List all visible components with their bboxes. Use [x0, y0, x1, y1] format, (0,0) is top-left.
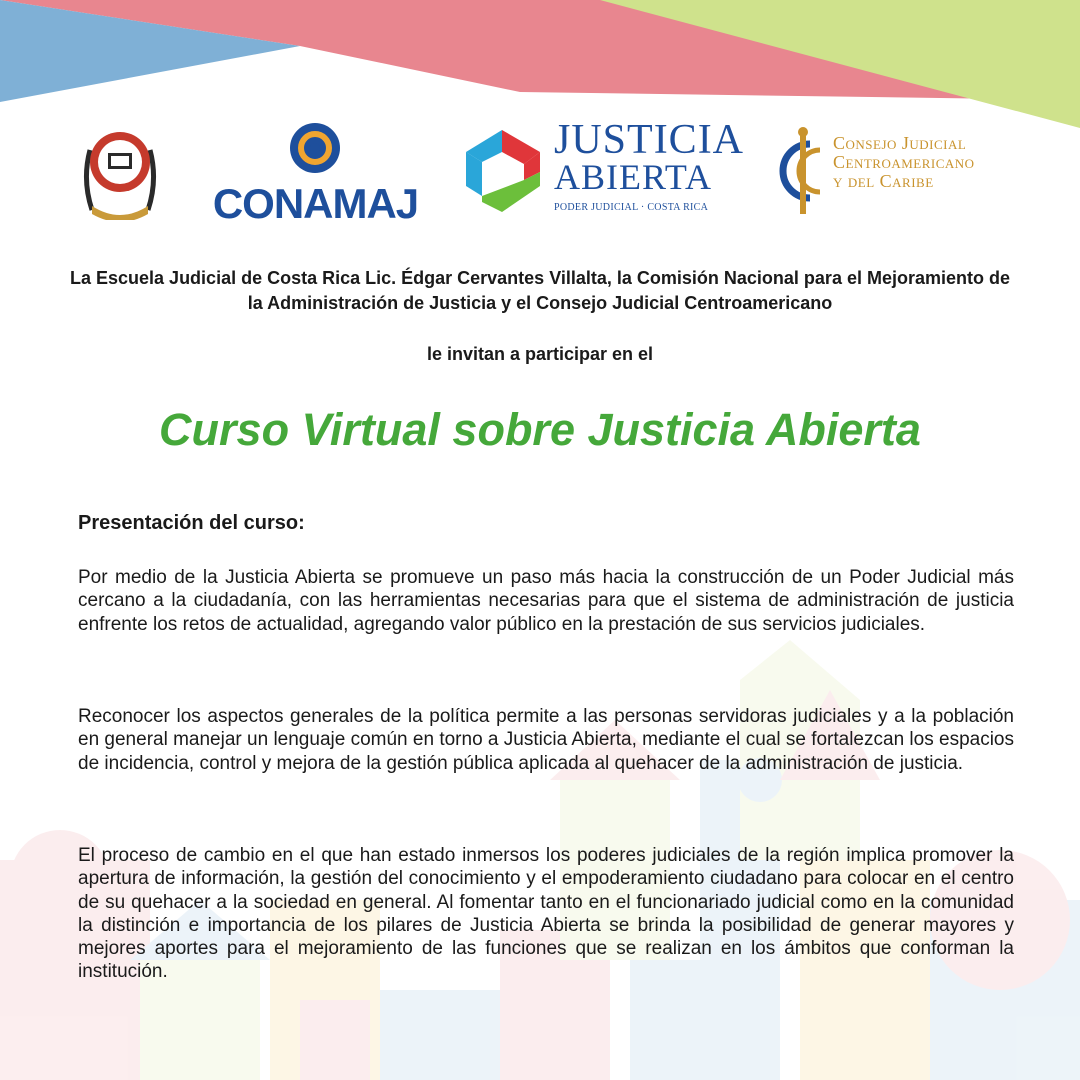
justicia-wordmark: JUSTICIA: [554, 117, 745, 163]
consejo-line-3: y del Caribe: [833, 171, 934, 191]
course-title: Curso Virtual sobre Justicia Abierta: [159, 404, 921, 455]
escuela-judicial-seal-logo: [82, 120, 158, 220]
paragraph-1: Por medio de la Justicia Abierta se promueve un paso más hacia la construcción de un Poder Judicial más cercano a la ciudadanía, con las herramientas necesarias para que el sistema de administración de justicia enfrente los retos de actualidad, agregando valor público en la prestación de sus servicios judiciales.: [78, 567, 1014, 635]
section-heading: Presentación del curso:: [78, 512, 305, 534]
conamaj-wordmark: CONAMAJ: [212, 180, 419, 227]
intro-text: La Escuela Judicial de Costa Rica Lic. Édgar Cervantes Villalta, la Comisión Nacional para el Mejoramiento de la Administración de Justicia y el Consejo Judicial Centroamericano: [70, 268, 1010, 313]
consejo-line-2: Centroamericano: [833, 152, 975, 172]
consejo-judicial-logo: [776, 124, 1016, 220]
paragraph-3: El proceso de cambio en el que han estado inmersos los poderes judiciales de la región implica promover la apertura de información, la gestión del conocimiento y el empoderamiento ciudadano para colocar en el centro de su quehacer a la sociedad en general. Al fomentar tanto en el funcionariado judicial como en la comunidad la distinción e importancia de los pilares de Justicia Abierta se brinda la posibilidad de generar mayores y mejores aportes para el mejoramiento de las funciones que se realizan en los ámbitos que conforman la institución.: [78, 845, 1014, 983]
consejo-wordmark: [833, 134, 975, 191]
justicia-abierta-logo: [462, 117, 752, 220]
play-triangles-icon: [462, 122, 544, 218]
paragraph-2: Reconocer los aspectos generales de la política permite a las personas servidoras judiciales y a la población en general manejar un lenguaje común en torno a Justicia Abierta, mediante el cual se fortalezcan los espacios de incidencia, control y mejora de la gestión pública aplicada al quehacer de la administración de justicia.: [78, 706, 1014, 774]
conamaj-emblem-icon: [289, 122, 341, 174]
abierta-wordmark: ABIERTA: [554, 157, 712, 197]
consejo-emblem-icon: [776, 124, 832, 220]
poder-judicial-caption: PODER JUDICIAL · COSTA RICA: [554, 202, 709, 213]
conamaj-logo: [208, 122, 423, 227]
consejo-line-1: Consejo Judicial: [833, 133, 967, 153]
invite-text: le invitan a participar en el: [426, 344, 654, 364]
